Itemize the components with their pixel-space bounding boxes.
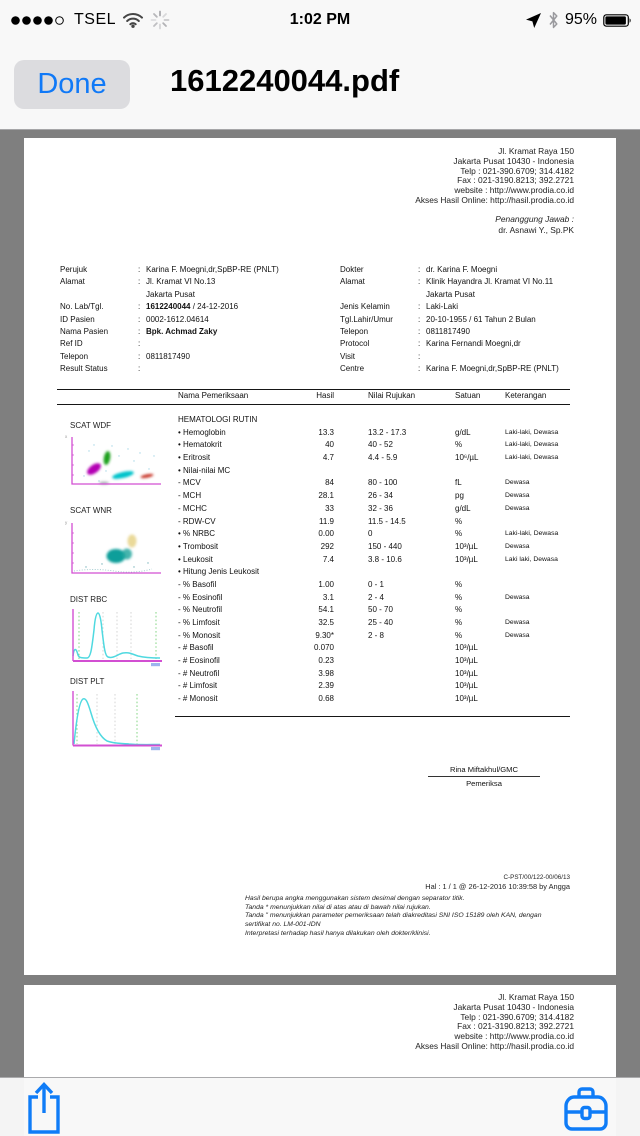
cell-hasil: 28.1 [318,491,334,501]
info-row: Alamat : Jl. Kramat VI No.13 Jakarta Pusat [60,276,342,301]
col-header-rujukan: Nilai Rujukan [368,391,416,400]
info-value: Karina F. Moegni,dr,SpBP-RE (PNLT) [426,364,559,374]
cell-keterangan: Dewasa [505,631,530,639]
cell-rujukan: 26 - 34 [368,491,393,501]
cell-keterangan: Dewasa [505,492,530,500]
bluetooth-icon [548,11,559,29]
dist-rbc-label: DIST RBC [70,595,108,604]
info-value: Karina Fernandi Moegni,dr [426,339,521,349]
cell-nama: - MCHC [178,503,207,513]
col-header-satuan: Satuan [455,391,481,400]
cell-hasil: 4.7 [322,453,334,463]
cell-nama: • Nilai-nilai MC [178,465,231,475]
cell-hasil: 40 [325,440,334,450]
battery-percent: 95% [564,11,597,28]
info-value: Klinik Hayandra Jl. Kramat VI No.11 Jakarta Pusat [426,277,554,299]
cell-nama: - % Monosit [178,630,221,640]
cell-nama: - # Monosit [178,694,218,704]
info-label: ID Pasien [60,314,95,324]
cell-hasil: 3.1 [322,592,334,602]
done-button[interactable]: Done [14,60,130,109]
status-bar [0,0,640,40]
cell-hasil: 3.98 [318,668,334,678]
info-value: Bpk. Achmad Zaky [146,327,218,337]
scat-wdf-chart [64,431,165,493]
address-line: Telp : 021-390.6709; 314.4182 [460,1011,574,1022]
cell-rujukan: 2 - 4 [368,592,385,602]
cell-keterangan: Dewasa [505,479,530,487]
cell-satuan: 10³/µL [455,643,478,653]
info-label: Telepon [340,327,369,337]
cell-rujukan: 25 - 40 [368,618,393,627]
location-arrow-icon [525,12,542,29]
cell-rujukan: 3.8 - 10.6 [368,554,402,564]
cell-hasil: 0.070 [313,643,334,653]
toolbox-icon [562,1084,610,1134]
info-row: ID Pasien : 0002-1612.04614 [60,314,342,326]
cell-rujukan: 0 [368,529,373,539]
cell-satuan: 10³/µL [455,656,478,666]
dist-rbc-chart [66,604,165,668]
cell-keterangan: Laki-laki, Dewasa [505,428,559,436]
top-chrome [0,0,640,130]
examiner-name: Rina Miftakhul/GMC [428,765,540,777]
address-line: Telp : 021-390.6709; 314.4182 [460,165,574,176]
footer-note-line: Interpretasi terhadap hasil hanya dilakukan oleh dokter/klinisi. [245,929,431,937]
pdf-page-1 [24,138,616,975]
cell-keterangan: Dewasa [505,542,530,550]
status-right-cluster [525,0,632,40]
cell-hasil: 84 [325,478,334,488]
open-in-toolbox-button[interactable] [562,1084,610,1136]
patient-info-left [60,264,342,376]
cell-nama: • Trombosit [178,541,219,551]
cell-satuan: % [455,516,463,526]
address-line: Jl. Kramat Raya 150 [498,992,574,1002]
page-stamp: Hal : 1 / 1 @ 26-12-2016 10:39:58 by Angga [425,882,570,891]
cell-rujukan: 32 - 36 [368,503,393,513]
cell-keterangan: Laki-laki, Dewasa [505,441,559,449]
cell-rujukan: 4.4 - 5.9 [368,453,398,463]
cell-hasil: 2.39 [318,681,334,691]
info-label: Protocol [340,339,370,349]
cell-keterangan: Dewasa [505,504,530,512]
info-row: Centre : Karina F. Moegni,dr,SpBP-RE (PNLT) [340,363,616,375]
document-code: C-PST/00/122-00/06/13 [503,874,570,881]
cell-nama: - % Neutrofil [178,605,223,615]
info-row: Protocol : Karina Fernandi Moegni,dr [340,338,616,350]
cell-rujukan: 13.2 - 17.3 [368,427,407,437]
cell-nama: - % Eosinofil [178,592,223,602]
info-row: Jenis Kelamin : Laki-Laki [340,301,616,313]
cell-rujukan: 11.5 - 14.5 [368,516,406,526]
cell-rujukan: 80 - 100 [368,478,398,488]
info-value [146,363,342,375]
info-value: 0811817490 [426,327,470,337]
footer-note-line: Tanda " menunjukkan parameter pemeriksaan telah diakreditasi SNI ISO 15189 oleh KAN, dengan [245,912,542,920]
svg-text:y: y [65,520,68,525]
cell-nama: • Hitung Jenis Leukosit [178,567,260,577]
footer-note-line: sertifikat no. LM-001-IDN [245,921,321,929]
footer-notes [245,895,542,939]
cell-hasil: 32.5 [318,618,334,627]
battery-icon [603,14,632,27]
cell-nama: • Hematokrit [178,440,222,450]
cell-satuan: pg [455,491,464,501]
col-header-nama: Nama Pemeriksaan [178,391,249,400]
cell-rujukan: 40 - 52 [368,440,393,450]
address-line: Fax : 021-3190.8213; 392.2721 [457,1021,574,1032]
cell-hasil: 292 [320,541,334,551]
lab-address-block [415,993,574,1052]
info-value: dr. Karina F. Moegni [426,265,498,274]
cell-nama: • % NRBC [178,529,216,539]
info-value [426,351,616,363]
table-row [24,503,616,516]
responsible-block [495,214,574,236]
patient-info-right [340,264,616,376]
cell-satuan: 10³/µL [455,554,478,564]
cell-nama: - # Basofil [178,643,214,653]
info-value: 0002-1612.04614 [146,314,209,324]
footer-stamp-block [425,874,570,891]
examiner-role: Pemeriksa [466,778,502,788]
cell-nama: - MCV [178,478,201,488]
cell-nama: HEMATOLOGI RUTIN [178,415,258,424]
cell-satuan: 10³/µL [455,694,478,704]
info-row: Alamat : Klinik Hayandra Jl. Kramat VI No.11 Jakarta Pusat [340,276,616,301]
cell-keterangan: Laki-laki, Dewasa [505,454,559,462]
table-header-rule [57,404,570,405]
cell-satuan: g/dL [455,503,471,513]
cell-hasil: 7.4 [322,554,334,564]
responsible-name: dr. Asnawi Y., Sp.PK [498,225,574,235]
cell-nama: - % Limfosit [178,618,220,627]
col-header-hasil: Hasil [316,391,334,400]
cell-keterangan: Laki-laki, Dewasa [505,530,559,538]
cell-satuan: % [455,630,463,640]
col-header-keterangan: Keterangan [505,391,547,400]
cell-satuan: % [455,605,463,615]
info-label: Alamat [60,277,85,287]
scat-wnr-label: SCAT WNR [70,506,112,515]
lab-address-block [415,147,574,206]
info-label: Perujuk [60,265,88,274]
info-value: Karina F. Moegni,dr,SpBP-RE (PNLT) [146,265,279,274]
cell-satuan: % [455,529,463,539]
cell-satuan: 10³/µL [455,668,478,678]
info-row: Visit : [340,351,616,363]
clock: 1:02 PM [289,11,351,28]
info-value: 20-10-1955 / 61 Tahun 2 Bulan [426,314,536,324]
address-line: Fax : 021-3190.8213; 392.2721 [457,175,574,186]
cell-satuan: g/dL [455,427,471,437]
cell-satuan: 10³/µL [455,681,478,691]
info-label: Ref ID [60,339,83,349]
info-label: Dokter [340,265,364,274]
info-row: No. Lab/Tgl. : 1612240044 / 24-12-2016 [60,301,342,313]
info-row: Nama Pasien : Bpk. Achmad Zaky [60,326,342,338]
cell-nama: - MCH [178,491,202,501]
info-row: Perujuk : Karina F. Moegni,dr,SpBP-RE (PNLT) [60,264,342,276]
info-label: Nama Pasien [60,327,109,337]
info-label: Telepon [60,351,89,361]
cell-nama: • Eritrosit [178,453,211,463]
cell-hasil: 9.30* [315,630,334,640]
info-label: No. Lab/Tgl. [60,302,104,312]
cell-hasil: 11.9 [319,516,334,526]
info-label: Alamat [340,277,365,287]
cell-nama: - RDW-CV [178,516,216,526]
table-row [24,668,616,681]
info-row: Dokter : dr. Karina F. Moegni [340,264,616,276]
info-label: Centre [340,364,365,374]
cell-nama: - # Neutrofil [178,668,220,678]
info-label: Visit [340,351,355,361]
share-icon [26,1081,62,1135]
cell-hasil: 33 [325,503,334,513]
info-value: 0811817490 [146,351,190,361]
cell-nama: • Leukosit [178,554,213,564]
cell-satuan: 10³/µL [455,541,478,551]
cell-satuan: % [455,440,463,450]
cell-nama: - # Eosinofil [178,656,220,666]
info-value: Laki-Laki [426,302,459,312]
cell-hasil: 1.00 [318,579,334,589]
cell-keterangan: Dewasa [505,619,530,626]
dist-plt-label: DIST PLT [70,677,105,686]
cell-nama: - # Limfosit [178,681,218,691]
table-row [24,414,616,427]
cell-nama: - % Basofil [178,579,217,589]
info-row: Telepon : 0811817490 [340,326,616,338]
info-value: 1612240044 / 24-12-2016 [146,302,239,312]
info-value [146,338,342,350]
address-line: website : http://www.prodia.co.id [454,185,574,196]
address-line: Jl. Kramat Raya 150 [498,146,574,156]
address-line: Akses Hasil Online: http://hasil.prodia.co.id [415,194,574,205]
bottom-toolbar [0,1077,640,1136]
footer-note-line: Hasil berupa angka menggunakan sistem desimal dengan separator titik. [245,895,465,902]
cell-hasil: 0.68 [318,694,334,704]
cell-hasil: 0.00 [318,529,334,539]
table-row [24,592,616,605]
cell-nama: • Hemoglobin [178,427,226,437]
cell-rujukan: 50 - 70 [368,605,393,615]
scat-wnr-chart [64,517,165,581]
signature-block [428,765,540,788]
svg-text:x: x [65,434,68,439]
info-label: Result Status [60,364,108,374]
cell-hasil: 0.23 [318,656,334,666]
footer-note-line: Tanda * menunjukkan nilai di atas atau di bawah nilai rujukan. [245,903,431,911]
info-value: Jl. Kramat VI No.13 Jakarta Pusat [146,277,216,299]
carrier-label: TSEL [74,11,117,28]
document-title: 1612240044.pdf [170,63,400,98]
dist-plt-chart [66,686,165,752]
cell-satuan: % [455,579,463,589]
info-row: Telepon : 0811817490 [60,351,342,363]
cell-rujukan: 2 - 8 [368,630,385,640]
cell-rujukan: 150 - 440 [368,541,402,551]
cell-satuan: 10⁶/µL [455,453,479,463]
responsible-label: Penanggung Jawab : [495,214,574,224]
cell-rujukan: 0 - 1 [368,579,385,589]
info-row: Result Status : [60,363,342,375]
cell-hasil: 54.1 [318,605,334,615]
address-line: Akses Hasil Online: http://hasil.prodia.co.id [415,1040,574,1051]
cell-keterangan: Laki laki, Dewasa [505,555,558,563]
address-line: Jakarta Pusat 10430 - Indonesia [453,155,574,166]
info-label: Jenis Kelamin [340,302,390,312]
cell-satuan: fL [455,478,462,488]
cell-satuan: % [455,618,463,627]
info-row: Ref ID : [60,338,342,350]
info-label: Tgl.Lahir/Umur [340,314,393,324]
share-button[interactable] [26,1081,62,1136]
scat-wdf-label: SCAT WDF [70,421,112,430]
cell-hasil: 13.3 [318,427,334,437]
table-bottom-rule [175,716,570,717]
address-line: Jakarta Pusat 10430 - Indonesia [453,1001,574,1012]
info-row: Tgl.Lahir/Umur : 20-10-1955 / 61 Tahun 2 Bulan [340,314,616,326]
address-line: website : http://www.prodia.co.id [454,1031,574,1042]
cell-satuan: % [455,592,463,602]
cell-keterangan: Dewasa [505,593,530,601]
